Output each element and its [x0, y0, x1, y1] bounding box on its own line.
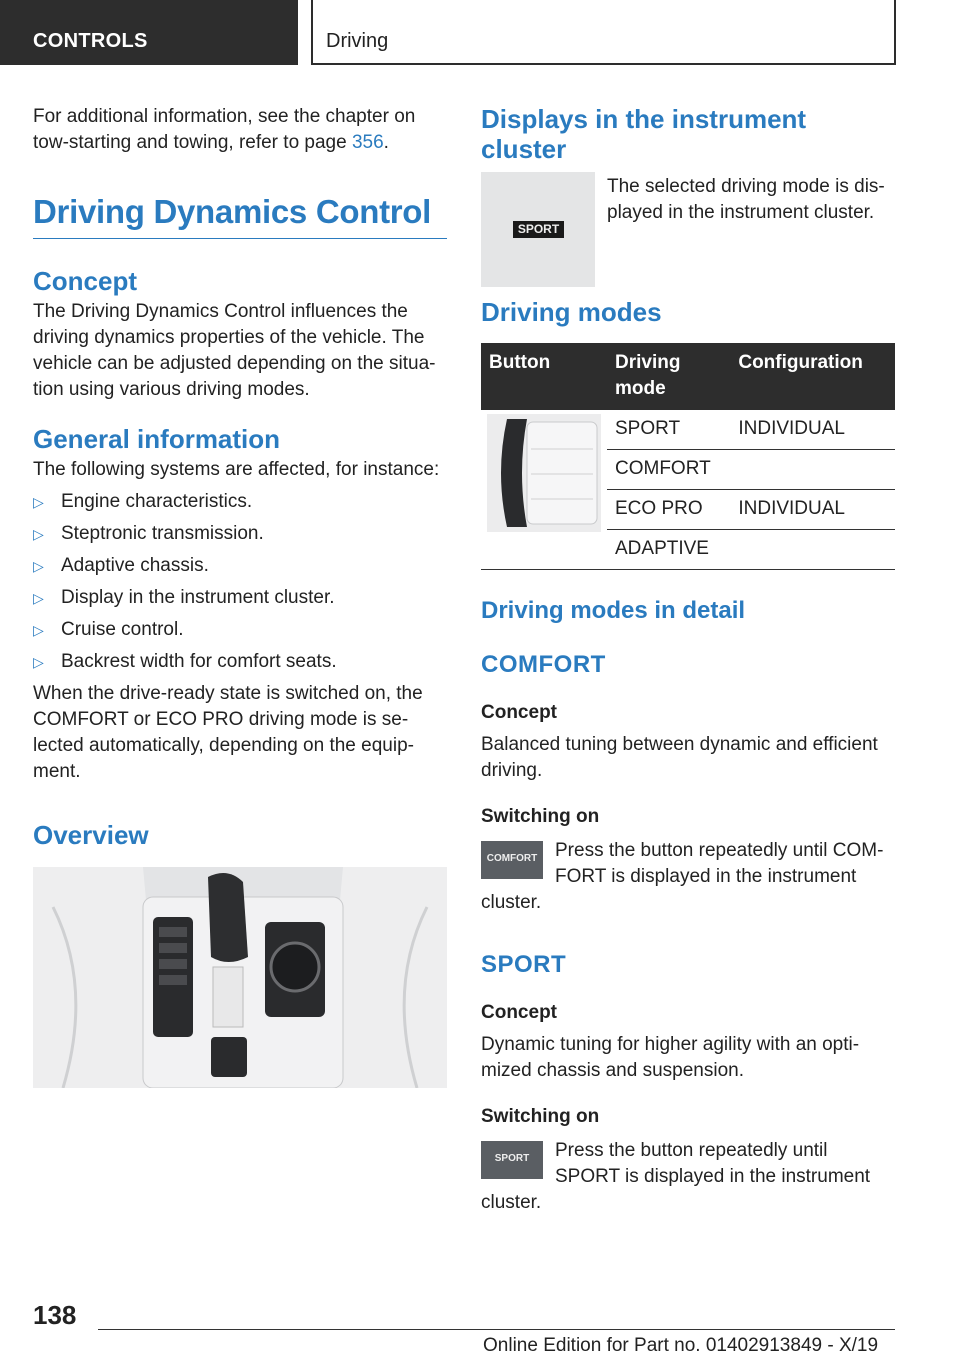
header-chapter-box [311, 0, 896, 65]
instrument-cluster-image [481, 172, 595, 287]
drive-ready-text: When the drive-ready state is switched on, the COMFORT or ECO PRO driving mode is selected automatically, depending on the equipment. [33, 683, 423, 782]
column-header: Configuration [730, 343, 895, 410]
right-column [481, 104, 895, 1216]
header-section-label: CONTROLS [33, 30, 148, 52]
sport-switch-label: Switching on [481, 1106, 600, 1127]
comfort-heading: COMFORT [481, 651, 606, 678]
displays-row [481, 172, 895, 287]
general-info-text: The following systems are affected, for instance: [33, 459, 440, 480]
footer-edition-text: Online Edition for Part no. 01402913849 - X/19 [483, 1335, 879, 1356]
displays-heading: Displays in the instrument cluster [481, 104, 807, 164]
header-chapter-label: Driving [326, 30, 389, 52]
column-header: Driving mode [607, 343, 730, 410]
comfort-button-icon: COMFORT [481, 841, 543, 879]
page-reference-link[interactable]: 356 [351, 132, 384, 153]
driving-modes-heading: Driving modes [481, 297, 662, 327]
list-item: ▷ Steptronic transmission. [33, 521, 447, 547]
concept-heading: Concept [33, 266, 137, 296]
list-item: ▷ Engine characteristics. [33, 489, 447, 515]
mode-cell: ECO PRO [607, 490, 730, 530]
intro-paragraph: For additional information, see the chapter on tow-starting and towing, refer to page 356. [33, 106, 416, 153]
table-row [481, 410, 895, 450]
mode-cell: COMFORT [607, 450, 730, 490]
config-cell: INDIVIDUAL [730, 490, 895, 530]
page-number: 138 [33, 1300, 77, 1330]
page-title: Driving Dynamics Control [33, 193, 432, 230]
table-header-row [481, 343, 895, 410]
triangle-bullet-icon: ▷ [33, 622, 44, 638]
general-info-heading: General information [33, 424, 281, 454]
comfort-switch-label: Switching on [481, 806, 600, 827]
triangle-bullet-icon: ▷ [33, 494, 44, 510]
left-column [33, 104, 447, 1088]
sport-button-icon: SPORT [481, 1141, 543, 1179]
center-console-image [33, 867, 447, 1088]
sport-heading: SPORT [481, 951, 567, 978]
affected-systems-list [33, 489, 447, 675]
comfort-concept-label: Concept [481, 702, 557, 723]
driving-modes-detail-heading: Driving modes in detail [481, 597, 746, 624]
sport-concept-label: Concept [481, 1002, 557, 1023]
sport-badge: SPORT [513, 221, 564, 238]
triangle-bullet-icon: ▷ [33, 558, 44, 574]
config-cell [730, 530, 895, 570]
sport-switch-text: Press the button repeatedly until SPORT is displayed in the instrument cluster. [481, 1140, 871, 1213]
title-divider [33, 238, 447, 239]
triangle-bullet-icon: ▷ [33, 654, 44, 670]
driving-modes-table [481, 343, 895, 570]
triangle-bullet-icon: ▷ [33, 590, 44, 606]
mode-cell: SPORT [607, 410, 730, 450]
displays-text: The selected driving mode is displayed in the instrument cluster. [607, 176, 885, 223]
comfort-switch-row [481, 838, 895, 916]
sport-concept-text: Dynamic tuning for higher agility with an optimized chassis and suspension. [481, 1034, 860, 1081]
concept-text: The Driving Dynamics Control influences the driving dynamics properties of the vehicle. The vehicle can be adjusted depending on the situation using various driving modes. [33, 301, 436, 400]
sport-switch-row [481, 1138, 895, 1216]
comfort-switch-text: Press the button repeatedly until COMFORT is displayed in the instrument cluster. [481, 840, 884, 913]
mode-buttons-illustration [487, 414, 601, 532]
overview-heading: Overview [33, 820, 149, 850]
triangle-bullet-icon: ▷ [33, 526, 44, 542]
list-item: ▷ Backrest width for comfort seats. [33, 649, 447, 675]
config-cell: INDIVIDUAL [730, 410, 895, 450]
config-cell [730, 450, 895, 490]
list-item: ▷ Adaptive chassis. [33, 553, 447, 579]
comfort-concept-text: Balanced tuning between dynamic and efficient driving. [481, 734, 878, 781]
footer-divider [98, 1329, 895, 1330]
header-section-tab [0, 0, 298, 65]
button-image-cell [481, 410, 607, 570]
list-item: ▷ Display in the instrument cluster. [33, 585, 447, 611]
list-item: ▷ Cruise control. [33, 617, 447, 643]
mode-buttons-image [487, 414, 601, 532]
mode-cell: ADAPTIVE [607, 530, 730, 570]
column-header: Button [481, 343, 607, 410]
center-console-illustration [33, 867, 447, 1088]
